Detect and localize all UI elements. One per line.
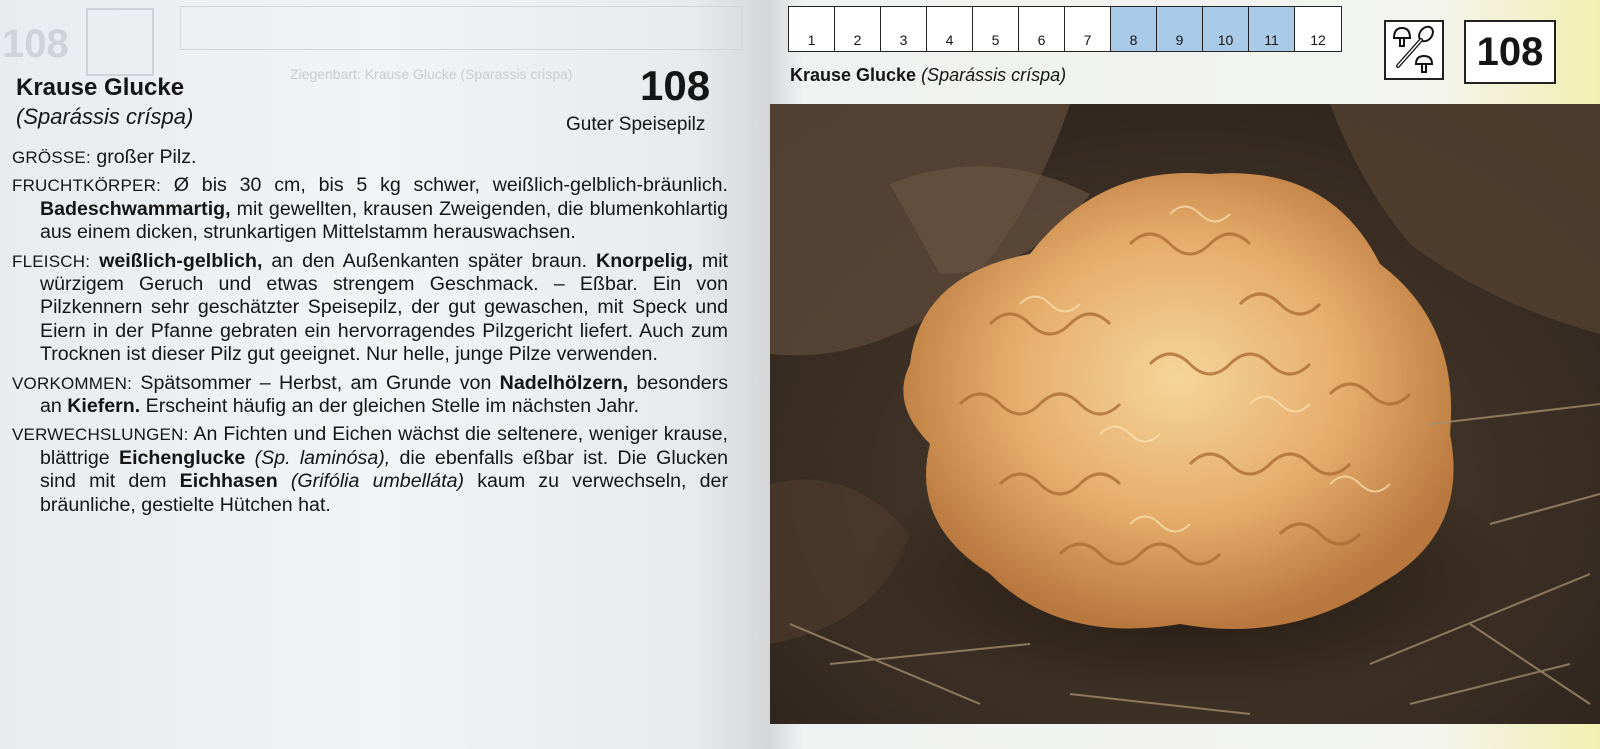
entry-bold-text: Eichhasen: [179, 470, 278, 493]
month-label: 5: [991, 32, 1000, 48]
month-cell: [1065, 7, 1111, 51]
entry-text: an den Außenkanten später braun.: [262, 249, 597, 272]
month-cell: [1157, 7, 1203, 51]
entry-text: An Fichten und Eichen wächst die seltenere, weniger krause, blättrige: [40, 423, 728, 469]
bleed-through-number: 108: [2, 22, 69, 66]
month-cell: [1295, 7, 1341, 51]
bleed-through-icon-box: [86, 8, 154, 76]
month-cell: [1019, 7, 1065, 51]
entry-text: Erscheint häufig an der gleichen Stelle im nächsten Jahr.: [140, 395, 640, 418]
species-latin-name: (Sparássis críspa): [16, 104, 194, 129]
month-cell: [1249, 7, 1295, 51]
entry-text: besonders an: [40, 371, 728, 418]
month-label: 8: [1129, 32, 1138, 48]
right-page: [770, 0, 1600, 749]
entry-bold-text: Knorpelig,: [596, 249, 693, 272]
month-cell: [1111, 7, 1157, 51]
entry-bold-text: weißlich-gelblich,: [99, 249, 263, 272]
cauliflower-mushroom-photo: [770, 104, 1600, 724]
bleed-through-caption: Ziegenbart: Krause Glucke (Sparassis crispa): [290, 66, 573, 82]
entry-text: mit gewellten, krausen Zweigenden, die blumenkohlartig aus einem dicken, strunkartigen Mittelstamm herauswachsen.: [40, 197, 728, 244]
bleed-through-month-grid: [180, 6, 742, 50]
month-label: 3: [899, 32, 908, 48]
entry-text: [90, 250, 99, 272]
entry-bold-text: Nadelhölzern,: [499, 371, 629, 394]
entry-verwechslungen: [12, 423, 728, 517]
entry-text: kaum zu verwechseln, der bräunliche, gestielte Hütchen hat.: [40, 470, 728, 516]
month-cell: [973, 7, 1019, 51]
caption-latin: (Sparássis críspa): [916, 65, 1067, 85]
entry-groesse: [12, 146, 728, 169]
entry-text: mit würzigem Geruch und etwas strengem Geschmack. – Eßbar. Ein von Pilzkennern sehr geschätzter Speisepilz, der gut gewaschen, mit Speck und Eiern in der Pfanne gebraten ein hervorragendes Pilzgericht liefert. Auch zum Trocknen ist dieser Pilz gut geeignet. Nur helle, junge Pilze verwenden.: [40, 249, 729, 366]
month-label: 10: [1217, 32, 1234, 48]
entry-bold-text: Badeschwammartig,: [40, 197, 231, 220]
month-label: 4: [945, 32, 954, 48]
month-label: 6: [1037, 32, 1046, 48]
month-cell: [1203, 7, 1249, 51]
month-label: 9: [1175, 32, 1184, 48]
entry-fruchtkoerper: [12, 174, 728, 244]
entry-label: FLEISCH:: [12, 251, 91, 271]
entry-label: VERWECHSLUNGEN:: [12, 425, 189, 445]
entry-text: Spätsommer – Herbst, am Grunde von: [132, 371, 500, 394]
species-number: 108: [640, 62, 711, 109]
entry-text: die ebenfalls eßbar ist. Die Glucken sind mit dem: [40, 446, 728, 493]
month-label: 12: [1310, 32, 1326, 48]
month-label: 7: [1083, 32, 1092, 48]
entry-italic-text: (Sp. laminósa),: [245, 446, 391, 469]
month-label: 1: [807, 32, 816, 48]
edibility-label: Guter Speisepilz: [566, 114, 706, 135]
entry-bold-text: Kiefern.: [67, 395, 141, 418]
caption-name: Krause Glucke: [790, 65, 917, 85]
left-page: [0, 0, 770, 749]
month-label: 11: [1264, 32, 1279, 48]
description-body: [12, 146, 728, 522]
entry-text: Ø bis 30 cm, bis 5 kg schwer, weißlich-gelblich-bräunlich.: [161, 174, 728, 197]
month-cell: [881, 7, 927, 51]
entry-label: FRUCHTKÖRPER:: [12, 176, 161, 196]
entry-bold-text: Eichenglucke: [119, 446, 246, 469]
month-cell: [927, 7, 973, 51]
species-number-box: 108: [1464, 20, 1556, 84]
entry-italic-text: (Grifólia umbelláta): [277, 470, 465, 493]
entry-text: großer Pilz.: [90, 146, 197, 168]
entry-vorkommen: [12, 372, 728, 419]
season-month-grid: [788, 6, 1342, 52]
entry-label: VORKOMMEN:: [12, 373, 133, 393]
species-title: Krause Glucke: [16, 74, 185, 101]
month-cell: [835, 7, 881, 51]
mushroom-and-spoon-icon: [1384, 20, 1444, 80]
entry-label: GRÖSSE:: [12, 148, 91, 167]
month-cell: [789, 7, 835, 51]
entry-fleisch: [12, 250, 728, 367]
photo-caption: [790, 65, 1066, 86]
month-label: 2: [853, 32, 862, 48]
